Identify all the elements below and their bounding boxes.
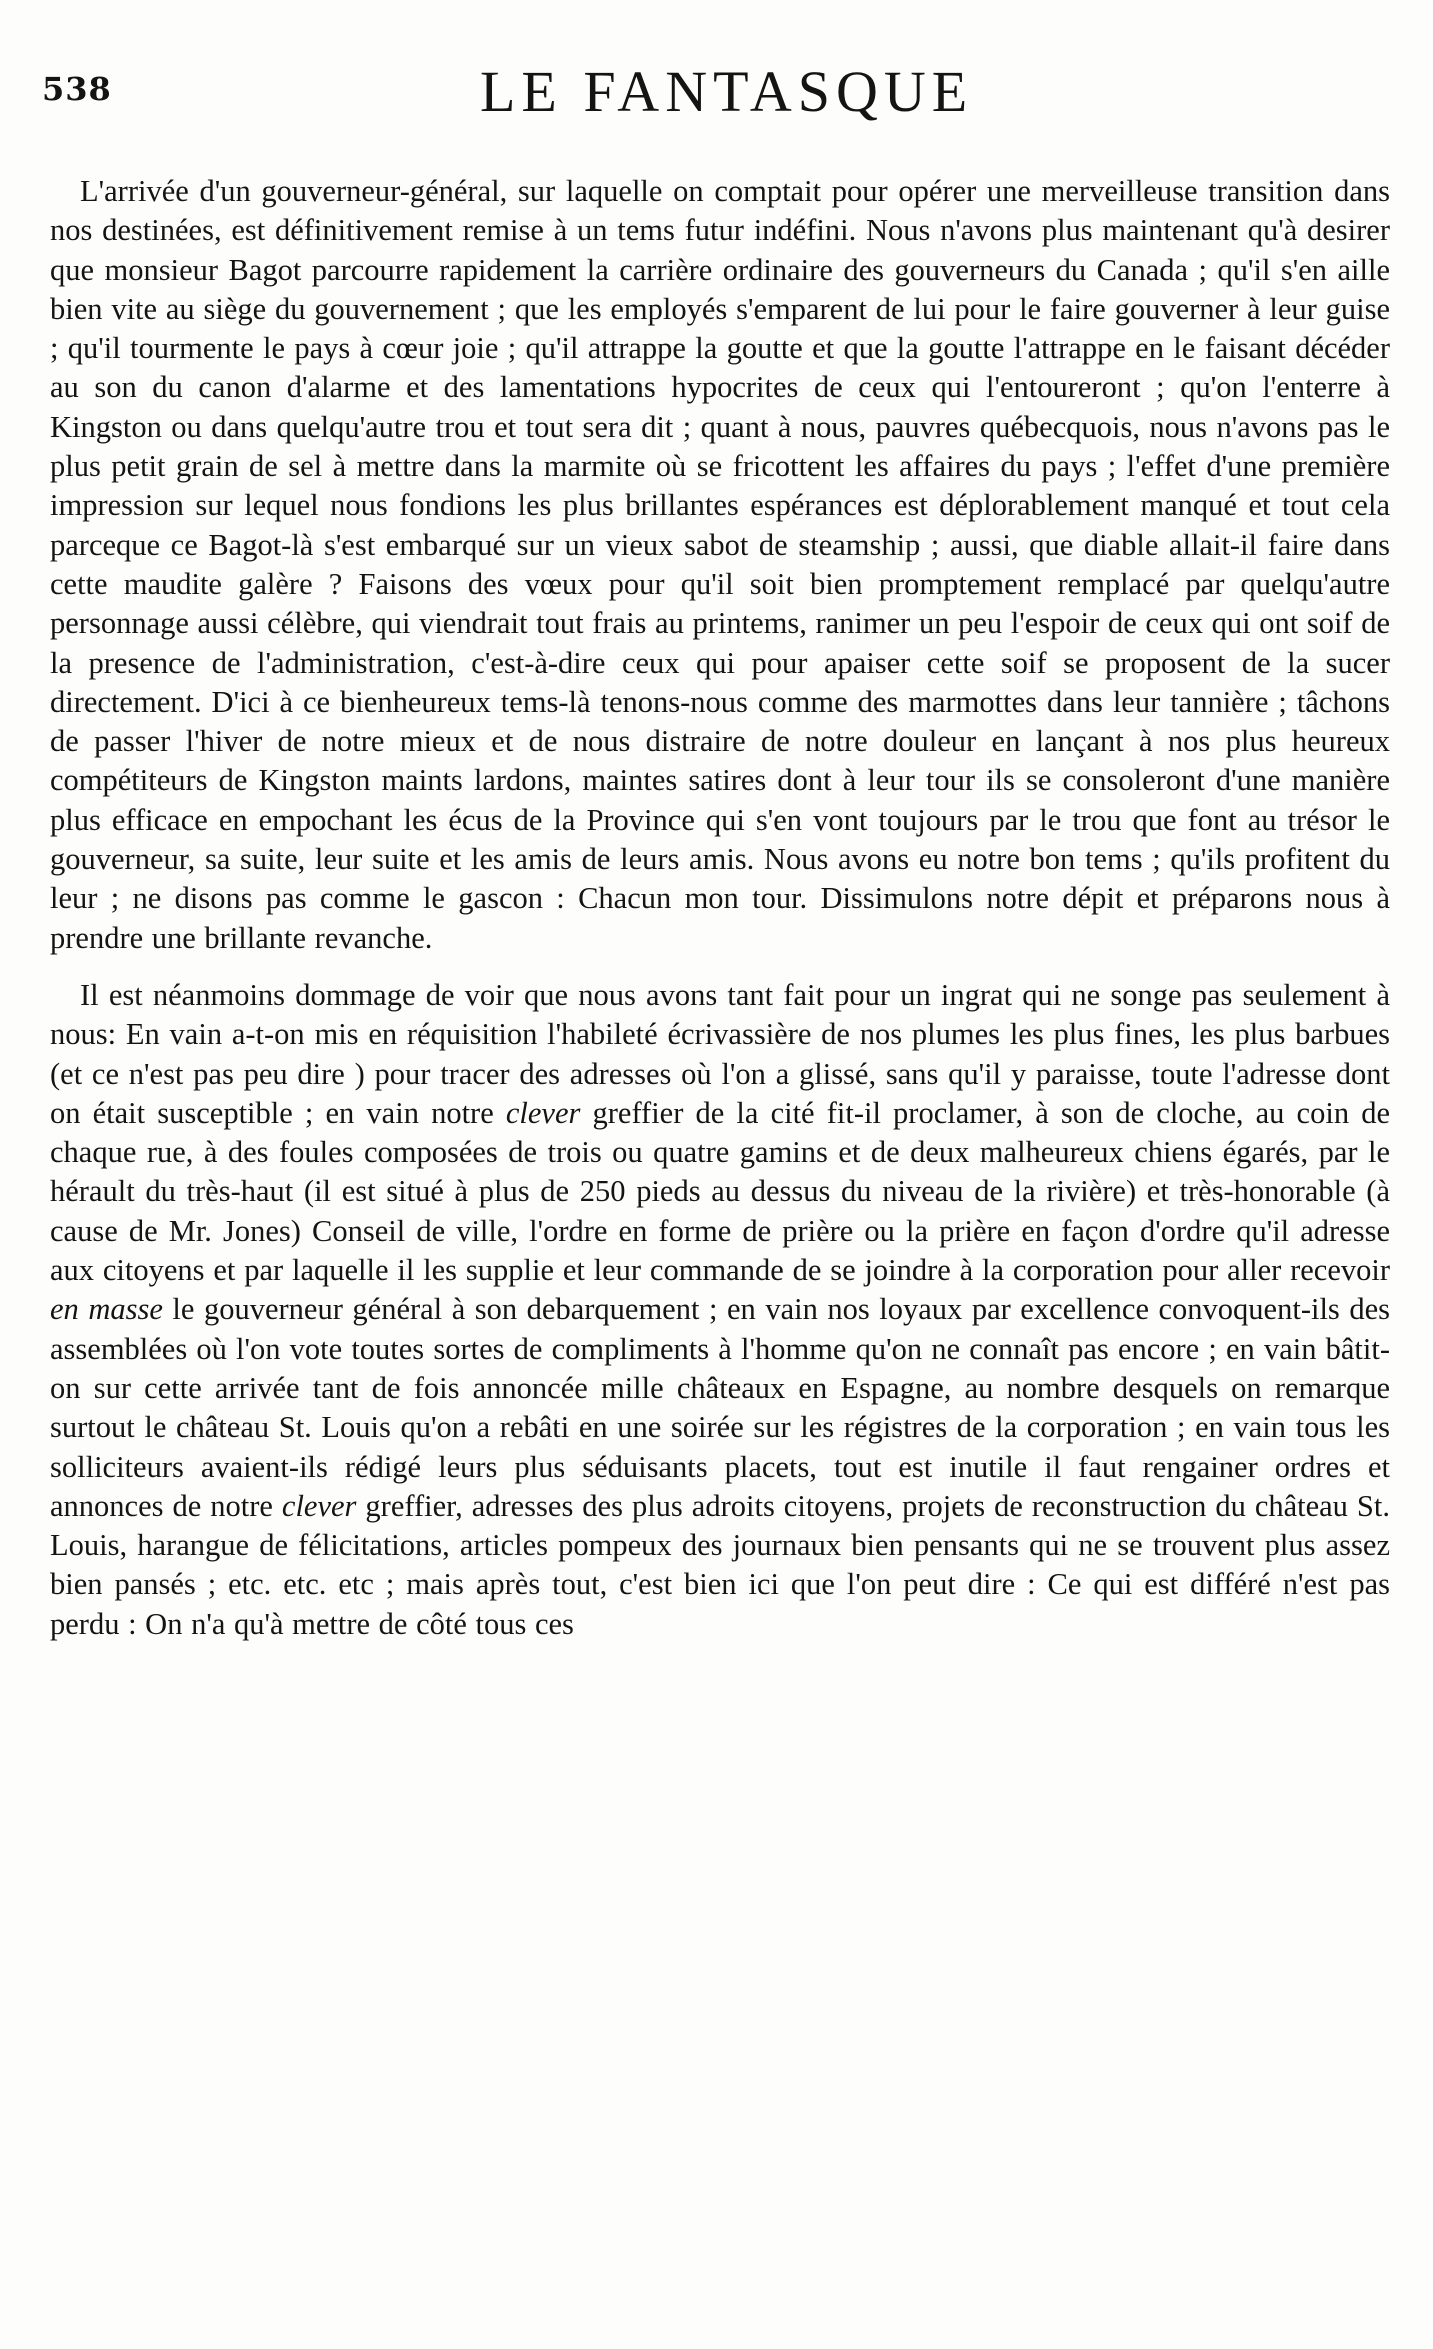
italic-word: en masse <box>50 1292 163 1327</box>
page-number: 538 <box>42 70 112 108</box>
text-segment: greffier de la cité fit-il proclamer, à son de cloche, au coin de chaque rue, à des foules composées de trois ou quatre gamins et de deux malheureux chiens égarés, par le hérault du très-haut (il est situé à plus de 250 pieds au dessus du niveau de la rivière) et très-honorable (à cause de Mr. Jones) Conseil de ville, l'ordre en forme de prière ou la prière en façon d'ordre qu'il adresse aux citoyens et par laquelle il les supplie et leur commande de se joindre à la corporation pour aller recevoir <box>50 1095 1390 1288</box>
paragraph-2 <box>50 976 1390 1644</box>
text-segment: L'arrivée d'un gouverneur-général, sur laquelle on comptait pour opérer une merveilleuse transition dans nos destinées, est définitivement remise à un tems futur indéfini. Nous n'avons plus maintenant qu'à desirer que monsieur Bagot parcourre rapidement la carrière ordinaire des gouverneurs du Canada ; qu'il s'en aille bien vite au siège du gouvernement ; que les employés s'emparent de lui pour le faire gouverner à leur guise ; qu'il tourmente le pays à cœur joie ; qu'il attrappe la goutte et que la goutte l'attrappe en le faisant décéder au son du canon d'alarme et des lamentations hypocrites de ceux qui l'entoureront ; qu'on l'enterre à Kingston ou dans quelqu'autre trou et tout sera dit ; quant à nous, pauvres québecquois, nous n'avons pas le plus petit grain de sel à mettre dans la marmite où se fricottent les affaires du pays ; l'effet d'une première impression sur lequel nous fondions les plus brillantes espérances est déplorablement manqué et tout cela parceque ce Bagot-là s'est embarqué sur un vieux sabot de steamship ; aussi, que diable allait-il faire dans cette maudite galère ? Faisons des vœux pour qu'il soit bien promptement remplacé par quelqu'autre personnage aussi célèbre, qui viendrait tout frais au printems, ranimer un peu l'espoir de ceux qui ont soif de la presence de l'administration, c'est-à-dire ceux qui pour apaiser cette soif se proposent de la sucer directement. D'ici à ce bienheureux tems-là tenons-nous comme des marmottes dans leur tannière ; tâchons de passer l'hiver de notre mieux et de nous distraire de notre douleur en lançant à nos plus heureux compétiteurs de Kingston maints lardons, maintes satires dont à leur tour ils se consoleront d'une manière plus efficace en empochant les écus de la Province qui s'en vont toujours par le trou que font au trésor le gouverneur, sa suite, leur suite et les amis de leurs amis. Nous avons eu notre bon tems ; qu'ils profitent du leur ; ne disons pas comme le gascon : Chacun mon tour. Dissimulons notre dépit et préparons nous à prendre une brillante revanche. <box>50 174 1390 955</box>
italic-word: clever <box>281 1488 357 1523</box>
text-segment: greffier, adresses des plus adroits citoyens, projets de reconstruction du château St. Louis, harangue de félicitations, articles pompeux des journaux bien pensants qui ne se trouvent plus assez bien pansés ; etc. etc. etc ; mais après tout, c'est bien ici que l'on peut dire : Ce qui est différé n'est pas perdu : On n'a qu'à mettre de côté tous ces <box>50 1488 1390 1641</box>
paragraph-1 <box>50 172 1390 958</box>
article-body <box>50 172 1390 1644</box>
text-segment: le gouverneur général à son debarquement ; en vain nos loyaux par excellence convoquent-ils des assemblées où l'on vote toutes sortes de compliments à l'homme qu'on ne connaît pas encore ; en vain bâtit-on sur cette arrivée tant de fois annoncée mille châteaux en Espagne, au nombre desquels on remarque surtout le château St. Louis qu'on a rebâti en une soirée sur les régistres de la corporation ; en vain tous les solliciteurs avaient-ils rédigé leurs plus séduisants placets, tout est inutile il faut rengainer ordres et annonces de notre <box>50 1292 1390 1523</box>
text-segment: Il est néanmoins dommage de voir que nous avons tant fait pour un ingrat qui ne songe pas seulement à nous: En vain a-t-on mis en réquisition l'habileté écrivassière de nos plumes les plus fines, les plus barbues (et ce n'est pas peu dire ) pour tracer des adresses où l'on a glissé, sans qu'il y paraisse, toute l'adresse dont on était susceptible ; en vain notre <box>50 977 1390 1130</box>
running-title: LE FANTASQUE <box>480 59 974 124</box>
italic-word: clever <box>505 1095 581 1130</box>
page-header <box>40 50 1400 130</box>
